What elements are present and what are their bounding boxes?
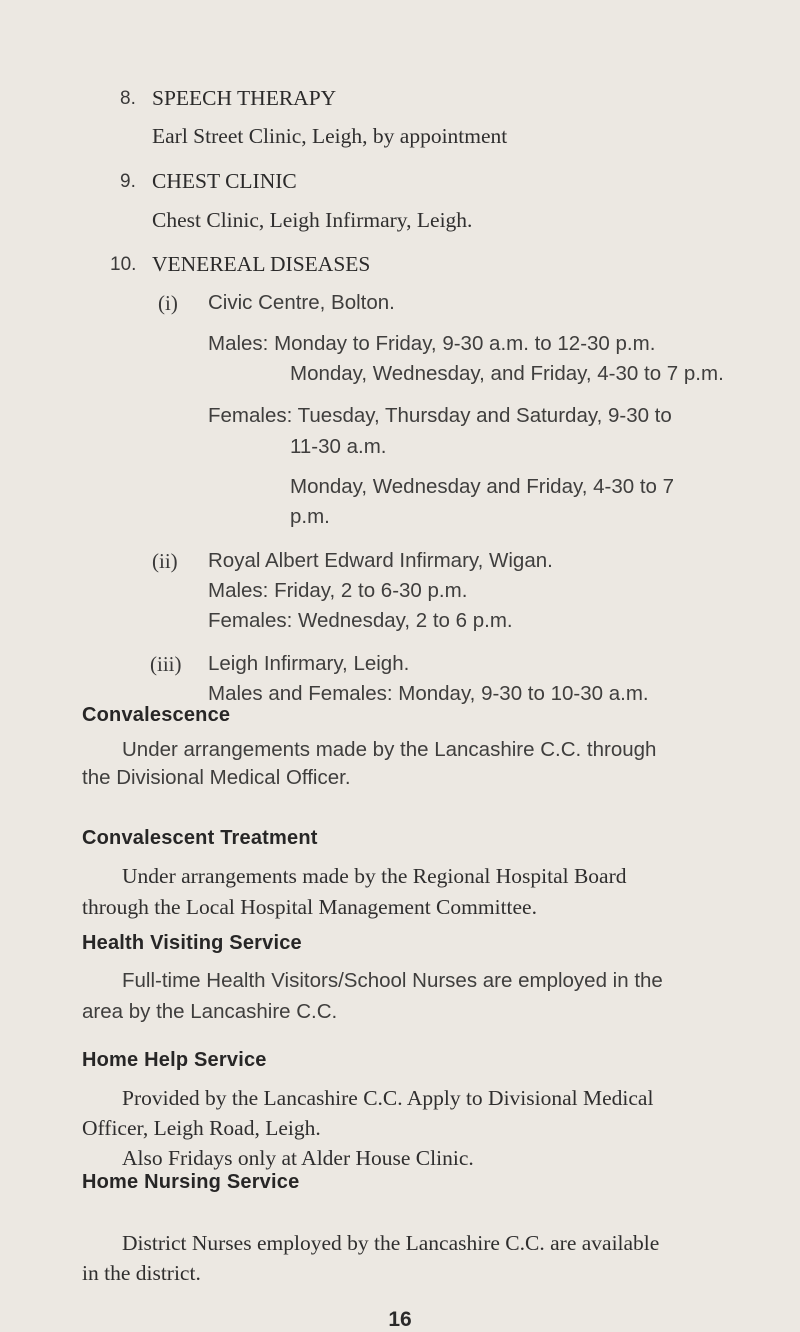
service-text: Provided by the Lancashire C.C. Apply to Divisional Medical bbox=[122, 1086, 654, 1110]
clinic-place: Leigh Infirmary, Leigh. bbox=[208, 652, 410, 675]
section-number: 10. bbox=[110, 254, 137, 275]
service-heading: Home Help Service bbox=[82, 1049, 267, 1071]
clinic-place: Civic Centre, Bolton. bbox=[208, 291, 395, 314]
subsection-label: (i) bbox=[158, 291, 178, 315]
clinic-hours: Females: Wednesday, 2 to 6 p.m. bbox=[208, 609, 513, 632]
clinic-place: Royal Albert Edward Infirmary, Wigan. bbox=[208, 549, 553, 572]
service-heading: Health Visiting Service bbox=[82, 932, 302, 954]
section-title: VENEREAL DISEASES bbox=[152, 252, 371, 276]
service-text: District Nurses employed by the Lancashire C.C. are available bbox=[122, 1231, 660, 1255]
service-text: Under arrangements made by the Regional Hospital Board bbox=[122, 864, 627, 888]
section-title: SPEECH THERAPY bbox=[152, 86, 337, 110]
clinic-hours: Monday, Wednesday and Friday, 4-30 to 7 bbox=[290, 475, 675, 498]
subsection-label: (iii) bbox=[150, 652, 182, 676]
clinic-hours: p.m. bbox=[290, 505, 330, 528]
service-text: Officer, Leigh Road, Leigh. bbox=[82, 1116, 321, 1140]
section-line: Earl Street Clinic, Leigh, by appointment bbox=[152, 124, 508, 148]
section-number: 9. bbox=[120, 171, 136, 192]
page-number: 16 bbox=[388, 1308, 412, 1331]
service-text: in the district. bbox=[82, 1261, 201, 1285]
section-title: CHEST CLINIC bbox=[152, 169, 297, 193]
service-text: area by the Lancashire C.C. bbox=[82, 1000, 338, 1023]
service-heading: Convalescent Treatment bbox=[82, 827, 318, 849]
service-text: through the Local Hospital Management Committee. bbox=[82, 895, 537, 919]
clinic-hours: Males: Monday to Friday, 9-30 a.m. to 12-30 p.m. bbox=[208, 332, 656, 355]
clinic-hours: Males and Females: Monday, 9-30 to 10-30 a.m. bbox=[208, 682, 649, 705]
service-text: Under arrangements made by the Lancashire C.C. through bbox=[122, 738, 657, 761]
service-heading: Convalescence bbox=[82, 704, 231, 726]
service-text: Also Fridays only at Alder House Clinic. bbox=[122, 1146, 474, 1170]
clinic-hours: Males: Friday, 2 to 6-30 p.m. bbox=[208, 579, 468, 602]
section-line: Chest Clinic, Leigh Infirmary, Leigh. bbox=[152, 208, 473, 232]
clinic-hours: Females: Tuesday, Thursday and Saturday, 9-30 to bbox=[208, 404, 672, 427]
clinic-hours: Monday, Wednesday, and Friday, 4-30 to 7 p.m. bbox=[290, 362, 724, 385]
service-heading: Home Nursing Service bbox=[82, 1171, 300, 1193]
service-text: Full-time Health Visitors/School Nurses are employed in the bbox=[122, 969, 663, 992]
service-text: the Divisional Medical Officer. bbox=[82, 766, 351, 789]
section-number: 8. bbox=[120, 88, 136, 109]
subsection-label: (ii) bbox=[152, 549, 178, 573]
clinic-hours: 11-30 a.m. bbox=[290, 435, 387, 458]
